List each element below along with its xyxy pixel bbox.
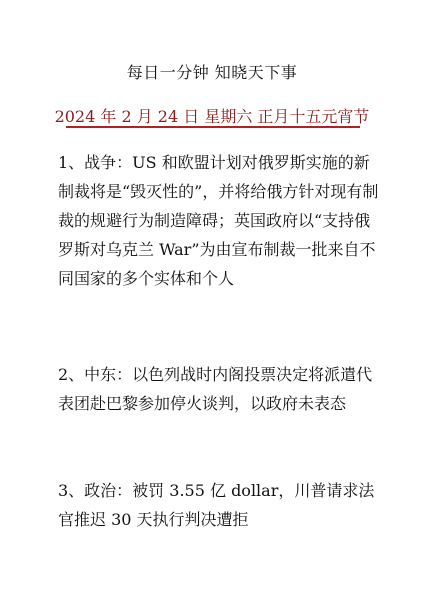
- date-line: 2024 年 2 月 24 日 星期六 正月十五元宵节: [54, 107, 370, 126]
- news-item-war: 1、战争：US 和欧盟计划对俄罗斯实施的新制裁将是“毁灭性的”，并将给俄方针对现有制裁的规避行为制造障碍；英国政府以“支持俄罗斯对乌克兰 War”为由宣布制裁一批来自不同国家的多个实体和个人: [58, 153, 379, 288]
- news-item-middle-east: 2、中东：以色列战时内阁投票决定将派遣代表团赴巴黎参加停火谈判，以政府未表态: [58, 365, 373, 413]
- news-item-politics: 3、政治：被罚 3.55 亿 dollar，川普请求法官推迟 30 天执行判决遭拒: [58, 481, 375, 529]
- date-underline: [66, 126, 360, 128]
- page-title: 每日一分钟 知晓天下事: [126, 63, 298, 82]
